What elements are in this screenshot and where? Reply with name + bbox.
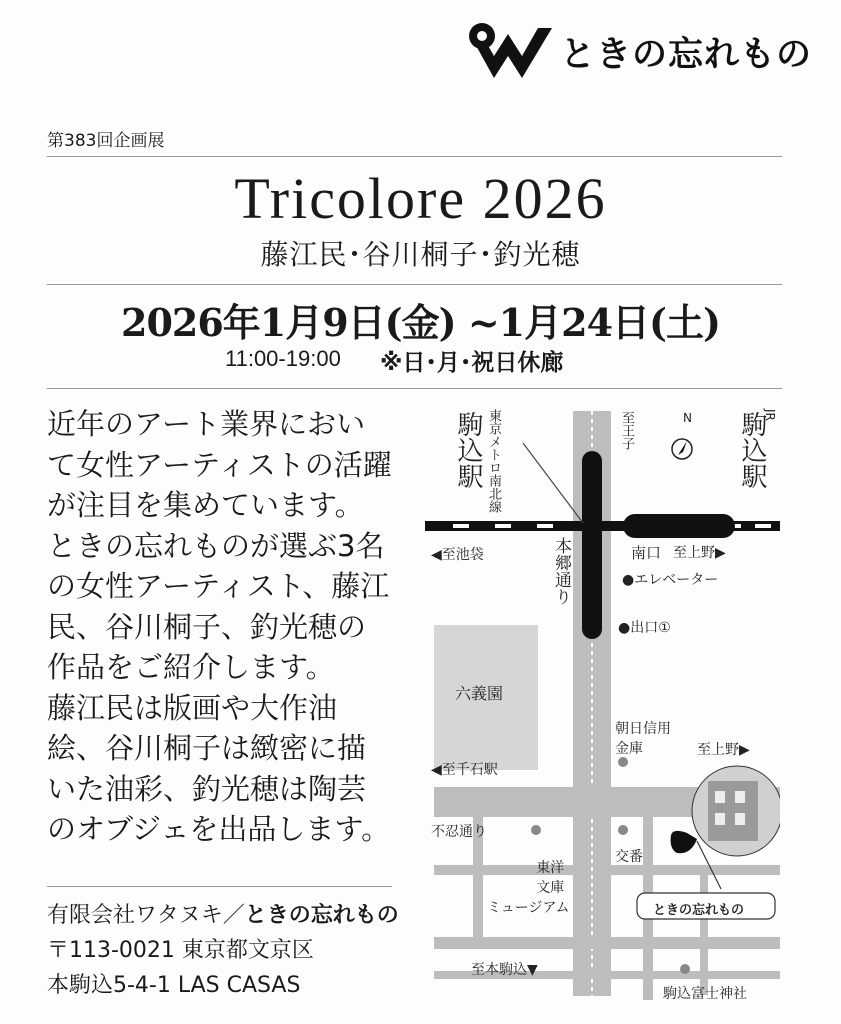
jr-label: JR: [763, 409, 777, 421]
exit1-label: ●出口①: [618, 620, 671, 636]
gallery-logo: [468, 22, 812, 82]
toyo-bunko-line: ミュージアム: [487, 900, 570, 916]
gallery-map-label: ときの忘れもの: [653, 903, 745, 918]
to-sengoku-label: ◀至千石駅: [431, 762, 498, 778]
access-map: [425, 403, 780, 1000]
exhibition-dates: 2026年1月9日(金) ~1月24日(土): [121, 300, 720, 345]
station-left-label: 駒込駅: [453, 411, 483, 489]
toyo-bunko-label: [487, 858, 570, 918]
south-exit-label: 南口: [631, 544, 662, 562]
company-name: 有限会社ワタヌキ／: [47, 903, 245, 928]
company-brand: ときの忘れもの: [244, 903, 399, 928]
exhibition-description: [47, 404, 392, 850]
koban-label: 交番: [615, 849, 643, 865]
to-ikebukuro-label: ◀至池袋: [431, 547, 484, 563]
gallery-marker: [671, 831, 697, 853]
logo-mark-icon: [468, 22, 556, 82]
metro-line-label: 東京メトロ南北線: [486, 409, 501, 513]
opening-hours: 11:00-19:00: [225, 346, 341, 371]
description-paragraph: 近年のアート業界において女性アーティストの活躍が注目を集めています。ときの忘れものが選ぶ3名の女性アーティスト、藤江民、谷川桐子、釣光穂の作品をご紹介します。: [47, 407, 392, 684]
description-paragraph: 藤江民は版画や大作油絵、谷川桐子は緻密に描いた油彩、釣光穂は陶芸のオブジェを出品します。: [47, 690, 391, 846]
shinobazu-label: 不忍通り: [431, 824, 487, 840]
company-line: [47, 898, 399, 933]
exhibition-series: 第383回企画展: [47, 131, 165, 151]
elevator-label: ●エレベーター: [622, 572, 719, 588]
divider: [47, 388, 782, 389]
logo-text: ときの忘れもの: [560, 35, 813, 75]
closed-days: ※日･月･祝日休廊: [380, 350, 564, 376]
to-ueno-2-label: 至上野▶: [697, 742, 750, 758]
divider: [47, 284, 782, 285]
toyo-bunko-line: 文庫: [536, 880, 565, 896]
postal-line: 〒113-0021 東京都文京区: [47, 938, 314, 963]
divider: [47, 886, 392, 887]
gallery-address: [47, 898, 399, 1003]
bank-label: 朝日信用金庫: [615, 721, 671, 757]
exhibition-title: Tricolore 2026: [234, 166, 607, 231]
station-right-label: 駒込駅: [737, 411, 767, 489]
rikugien-label: 六義園: [455, 684, 504, 703]
shrine-label: 駒込富士神社: [663, 986, 747, 1002]
metro-line: [582, 451, 602, 639]
divider: [47, 156, 782, 157]
street-line: 本駒込5-4-1 LAS CASAS: [47, 973, 301, 998]
north-label: N: [683, 411, 692, 425]
jr-station-platform: [623, 514, 735, 538]
hongo-dori-label: 本郷通り: [551, 537, 571, 605]
to-ueno-label: 至上野▶: [673, 545, 726, 561]
artist-names: 藤江民･谷川桐子･釣光穂: [260, 238, 581, 271]
to-honkomagome-label: 至本駒込▼: [471, 962, 538, 978]
toyo-bunko-line: 東洋: [536, 860, 565, 876]
to-oji-label: 至王子: [619, 411, 634, 450]
